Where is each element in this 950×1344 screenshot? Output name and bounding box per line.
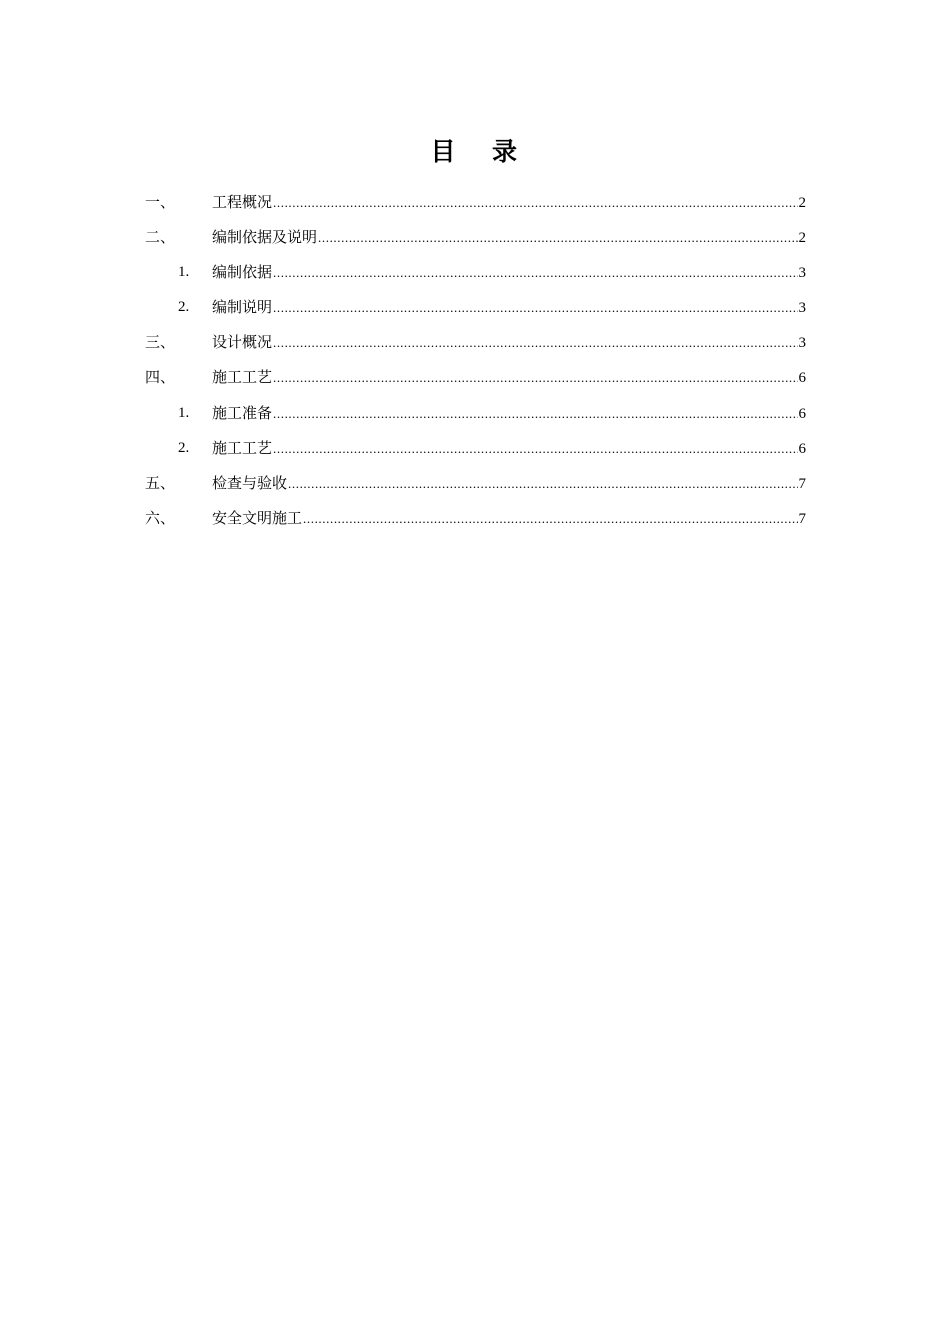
toc-dot-leader	[273, 290, 797, 325]
toc-entry[interactable]	[145, 220, 806, 255]
toc-dot-leader	[303, 501, 797, 536]
toc-entry-page: 3	[798, 300, 806, 317]
table-of-contents	[145, 185, 806, 536]
toc-entry-page: 3	[798, 265, 806, 282]
title-char-2: 录	[492, 137, 520, 166]
toc-entry-number: 五、	[145, 473, 176, 492]
toc-entry-text: 工程概况	[212, 193, 273, 211]
toc-dot-leader	[318, 220, 797, 255]
title-char-1: 目	[430, 137, 458, 166]
toc-entry[interactable]	[145, 501, 806, 536]
toc-entry-text: 施工工艺	[212, 368, 273, 387]
toc-entry-page: 6	[798, 440, 806, 457]
toc-dot-leader	[288, 466, 797, 501]
toc-entry-text: 编制依据及说明	[212, 228, 318, 247]
toc-entry[interactable]	[145, 360, 806, 395]
toc-entry[interactable]	[145, 396, 806, 431]
toc-entry-text: 施工工艺	[212, 438, 273, 457]
toc-dot-leader	[273, 431, 797, 466]
toc-entry-text: 编制说明	[212, 298, 273, 317]
toc-entry-page: 2	[798, 195, 806, 211]
toc-entry-page: 6	[798, 405, 806, 422]
toc-entry-number: 三、	[145, 333, 176, 352]
toc-dot-leader	[273, 396, 797, 431]
toc-entry-page: 7	[798, 475, 806, 492]
toc-entry-number: 1.	[178, 404, 190, 421]
toc-entry-text: 施工准备	[212, 403, 273, 422]
toc-entry-number: 四、	[145, 368, 176, 387]
toc-entry-page: 7	[798, 510, 806, 527]
toc-entry[interactable]	[145, 185, 806, 220]
page-title	[0, 132, 950, 172]
toc-entry-page: 2	[798, 230, 806, 247]
toc-entry-number: 2.	[178, 299, 190, 316]
toc-entry-text: 安全文明施工	[212, 508, 303, 527]
toc-dot-leader	[273, 325, 797, 360]
toc-entry-number: 一、	[145, 193, 176, 211]
toc-dot-leader	[273, 185, 797, 220]
toc-entry-number: 二、	[145, 228, 176, 247]
toc-dot-leader	[273, 360, 797, 395]
toc-entry-number: 六、	[145, 508, 176, 527]
toc-entry-text: 编制依据	[212, 263, 273, 282]
toc-dot-leader	[273, 255, 797, 290]
toc-entry[interactable]	[145, 466, 806, 501]
toc-entry-page: 3	[798, 335, 806, 352]
toc-entry[interactable]	[145, 431, 806, 466]
toc-entry-number: 1.	[178, 264, 190, 281]
toc-entry-page: 6	[798, 370, 806, 387]
toc-entry[interactable]	[145, 290, 806, 325]
toc-entry-number: 2.	[178, 439, 190, 456]
toc-entry-text: 检查与验收	[212, 473, 288, 492]
toc-entry[interactable]	[145, 255, 806, 290]
toc-entry[interactable]	[145, 325, 806, 360]
toc-entry-text: 设计概况	[212, 333, 273, 352]
